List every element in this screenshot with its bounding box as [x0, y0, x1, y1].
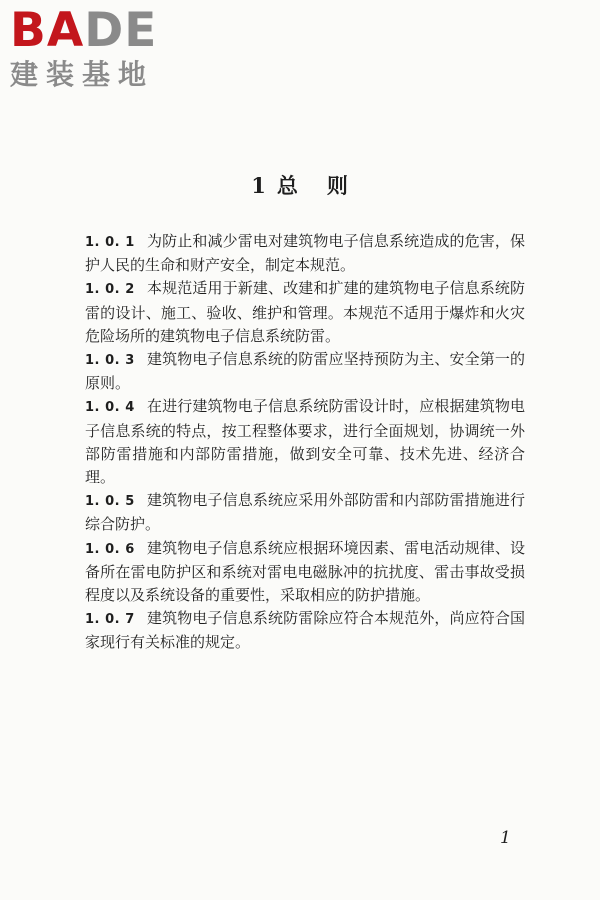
clause-number: 1. 0. 1: [85, 235, 135, 250]
clause-number: 1. 0. 6: [85, 541, 135, 557]
clause-1-0-6: [85, 537, 525, 608]
logo-accent-letters: BA: [10, 3, 85, 58]
clause-number: 1. 0. 2: [85, 282, 135, 298]
logo-wordmark: [10, 3, 175, 58]
publisher-logo: [10, 3, 175, 92]
clause-text: 为防止和减少雷电对建筑物电子信息系统造成的危害，保护人民的生命和财产安全，制定本规范。: [85, 232, 525, 275]
clause-text: 建筑物电子信息系统的防雷应坚持预防为主、安全第一的原则。: [85, 350, 525, 393]
clause-text: 在进行建筑物电子信息系统防雷设计时，应根据建筑物电子信息系统的特点，按工程整体要求，进行全面规划，协调统一外部防雷措施和内部防雷措施，做到安全可靠、技术先进、经济合理。: [85, 397, 525, 487]
page-number: 1: [500, 828, 511, 848]
chapter-heading: [0, 170, 600, 200]
clause-list: [85, 230, 525, 655]
clause-text: 建筑物电子信息系统应采用外部防雷和内部防雷措施进行综合防护。: [85, 491, 525, 534]
chapter-title-part2: 则: [326, 173, 349, 198]
chapter-title-part1: 总: [276, 173, 299, 198]
clause-1-0-3: [85, 348, 525, 395]
clause-number: 1. 0. 4: [85, 400, 135, 416]
clause-1-0-7: [85, 607, 525, 654]
clause-1-0-2: [85, 277, 525, 348]
logo-subtitle: 建装基地: [10, 58, 155, 91]
logo-rest-letters: DE: [84, 3, 158, 58]
clause-number: 1. 0. 3: [85, 353, 135, 369]
clause-number: 1. 0. 5: [85, 494, 135, 510]
clause-text: 建筑物电子信息系统应根据环境因素、雷电活动规律、设备所在雷电防护区和系统对雷电电磁脉冲的抗扰度、雷击事故受损程度以及系统设备的重要性，采取相应的防护措施。: [85, 538, 525, 605]
clause-1-0-1: [85, 230, 525, 277]
clause-1-0-5: [85, 489, 525, 536]
chapter-number: 1: [251, 173, 267, 198]
clause-1-0-4: [85, 395, 525, 489]
clause-text: 本规范适用于新建、改建和扩建的建筑物电子信息系统防雷的设计、施工、验收、维护和管理。本规范不适用于爆炸和火灾危险场所的建筑物电子信息系统防雷。: [85, 279, 525, 345]
clause-number: 1. 0. 7: [85, 612, 135, 628]
clause-text: 建筑物电子信息系统防雷除应符合本规范外，尚应符合国家现行有关标准的规定。: [85, 609, 525, 652]
